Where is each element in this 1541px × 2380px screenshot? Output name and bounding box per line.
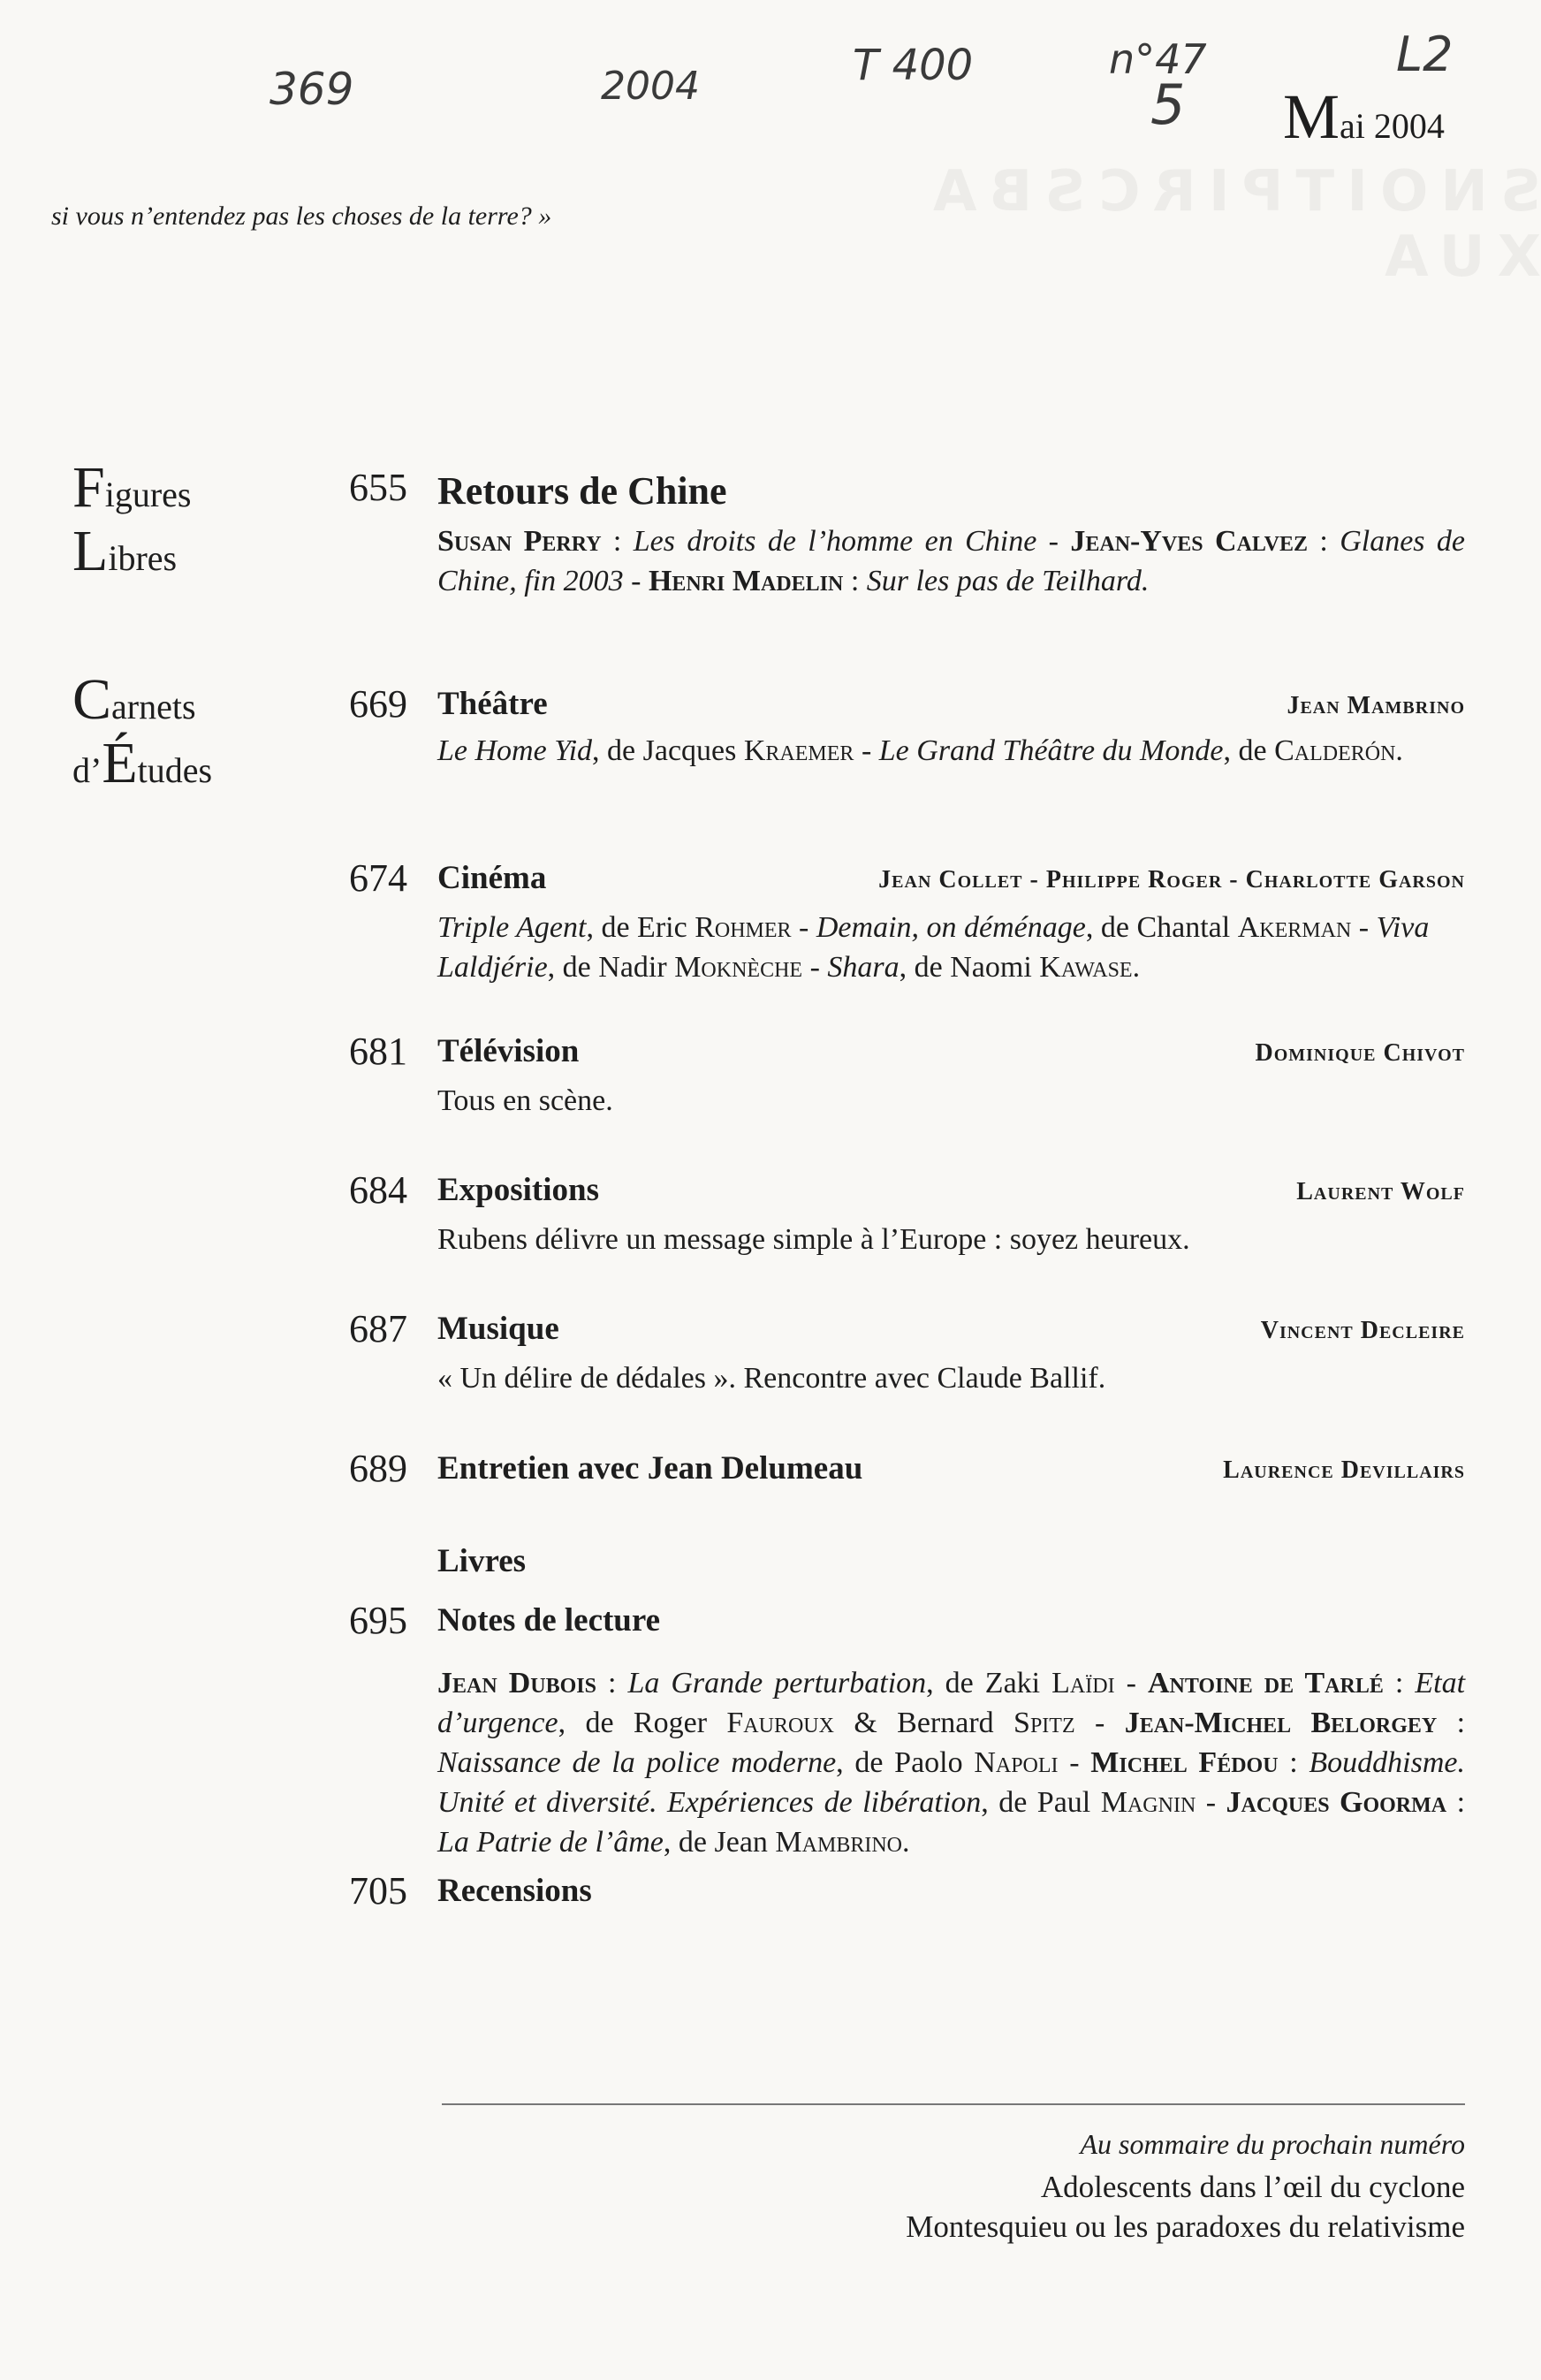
month-rest: ai — [1340, 106, 1365, 146]
next-issue-item: Adolescents dans l’œil du cyclone — [1040, 2170, 1465, 2204]
handwritten-note-issue: n°47 — [1109, 35, 1207, 83]
entry-description: « Un délire de dédales ». Rencontre avec Claude Ballif. — [437, 1362, 1106, 1395]
month-initial: M — [1283, 81, 1340, 152]
entry-title: Musique — [437, 1311, 559, 1347]
entry-author: Laurence Devillairs — [1223, 1456, 1465, 1484]
entry-author: Vincent Decleire — [1260, 1317, 1465, 1344]
page-number: 684 — [349, 1168, 407, 1212]
entry-title: Retours de Chine — [437, 469, 727, 513]
next-issue-heading: Au sommaire du prochain numéro — [1080, 2128, 1465, 2160]
handwritten-note-369: 369 — [269, 64, 354, 115]
handwritten-note-l2: L2 — [1396, 27, 1454, 82]
entry-description: Le Home Yid, de Jacques Kraemer - Le Grand Théâtre du Monde, de Calderón. — [437, 734, 1403, 767]
etudes-initial: É — [102, 731, 138, 795]
page-number: 681 — [349, 1030, 407, 1073]
entry-description: Jean Dubois : La Grande perturbation, de Zaki Laïdi - Antoine de Tarlé : Etat d’urgence, de Roger Fauroux & Bernard Spitz - Jean-Michel Belorgey : Naissance de la police moderne, de Paolo Napoli - Michel Fédou : Bouddhisme. Unité et diversité. Expériences de libération, de Paul Magnin - Jacques Goorma : La Patrie de l’âme, de Jean Mambrino. — [437, 1667, 1466, 1859]
section-carnets-etudes — [72, 667, 213, 799]
entry-description: Triple Agent, de Eric Rohmer - Demain, on déménage, de Chantal Akerman - Viva Laldjérie, de Nadir Moknèche - Shara, de Naomi Kawase. — [437, 911, 1430, 984]
etudes-prefix: d’ — [72, 750, 102, 790]
handwritten-note-t400: T 400 — [853, 41, 974, 90]
epigraph: si vous n’entendez pas les choses de la terre? » — [51, 202, 552, 231]
entry-title: Télévision — [437, 1033, 580, 1069]
etudes-rest: tudes — [137, 750, 213, 790]
libres-initial: L — [72, 519, 109, 583]
group-title: Livres — [437, 1543, 527, 1579]
entry-title: Expositions — [437, 1172, 600, 1208]
page-number: 695 — [349, 1599, 407, 1642]
entry-title: Notes de lecture — [437, 1602, 661, 1639]
page-number: 669 — [349, 682, 407, 726]
entry-description: Tous en scène. — [437, 1084, 613, 1117]
page-number: 687 — [349, 1307, 407, 1350]
entry-title: Entretien avec Jean Delumeau — [437, 1450, 863, 1487]
show-through-text: SNOITPIRCSBA XUA — [920, 159, 1541, 290]
page-number: 689 — [349, 1447, 407, 1490]
carnets-rest: arnets — [111, 687, 196, 726]
entry-author: Jean Mambrino — [1287, 692, 1465, 719]
handwritten-note-year: 2004 — [601, 64, 700, 109]
handwritten-day: 5 — [1150, 72, 1186, 137]
entry-description: Rubens délivre un message simple à l’Europe : soyez heureux. — [437, 1223, 1190, 1256]
entry-title: Cinéma — [437, 860, 547, 896]
year: 2004 — [1373, 106, 1445, 146]
entry-author: Dominique Chivot — [1255, 1039, 1465, 1067]
next-issue-item: Montesquieu ou les paradoxes du relativisme — [906, 2209, 1465, 2244]
entry-author: Laurent Wolf — [1296, 1178, 1465, 1205]
libres-rest: ibres — [108, 538, 178, 578]
entry-description: Susan Perry : Les droits de l’homme en Chine - Jean-Yves Calvez : Glanes de Chine, fin 2003 - Henri Madelin : Sur les pas de Teilhard. — [437, 525, 1465, 597]
figures-rest: igures — [104, 475, 192, 514]
entry-title: Recensions — [437, 1873, 592, 1909]
issue-date — [1150, 72, 1445, 152]
divider-rule — [442, 2103, 1465, 2105]
entry-title: Théâtre — [437, 686, 548, 722]
section-figures-libres — [72, 455, 192, 587]
carnets-initial: C — [72, 667, 112, 732]
entry-author: Jean Collet - Philippe Roger - Charlotte Garson — [878, 866, 1465, 893]
page-number: 705 — [349, 1869, 407, 1912]
page-number: 655 — [349, 466, 407, 509]
figures-initial: F — [72, 455, 105, 520]
page-number: 674 — [349, 856, 407, 900]
